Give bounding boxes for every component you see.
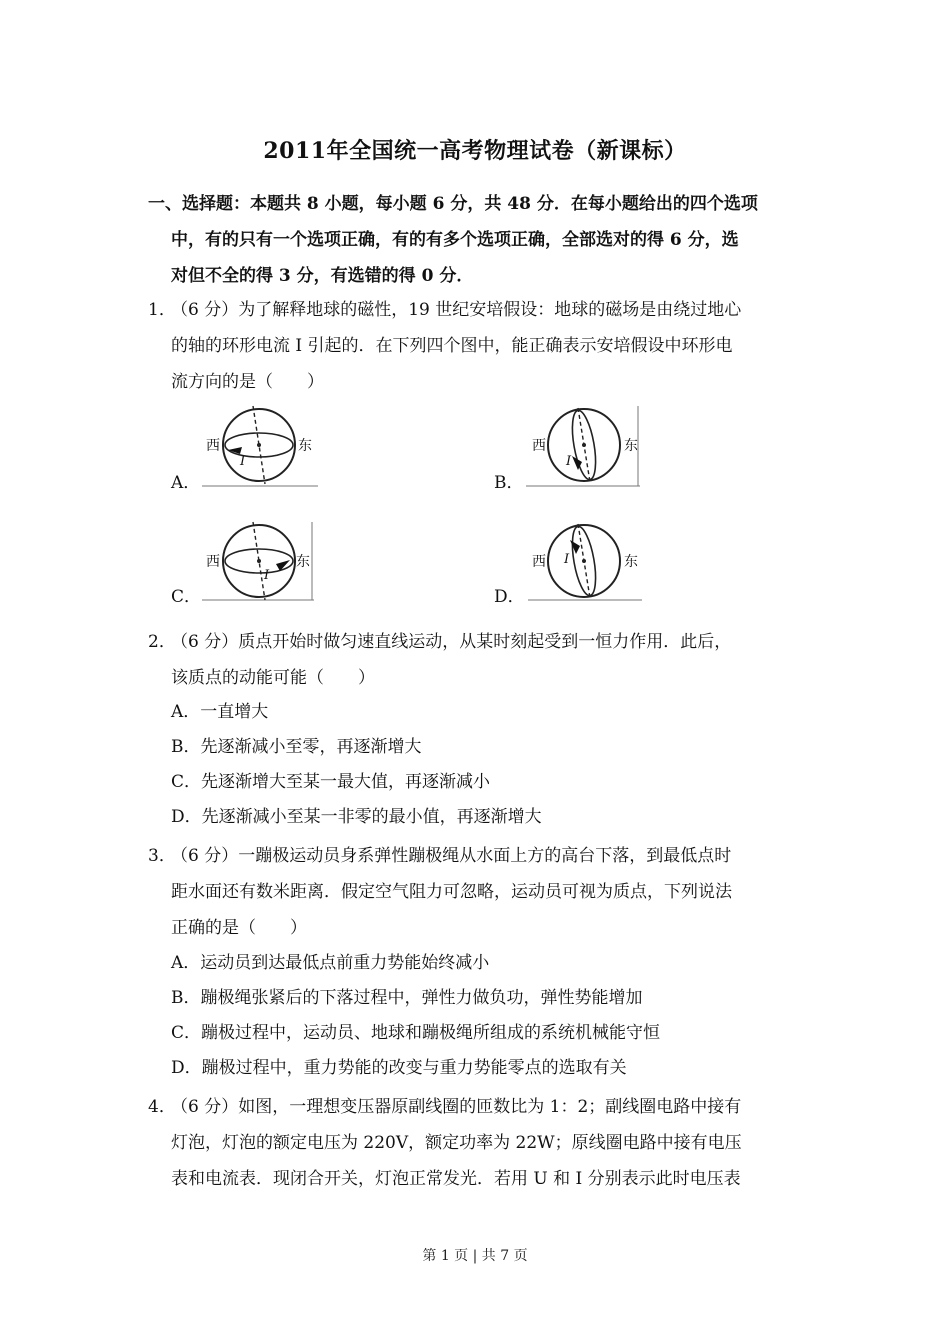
option-b: B．蹦极绳张紧后的下落过程中，弹性力做负功，弹性势能增加 — [171, 988, 643, 1008]
option-d: D．蹦极过程中，重力势能的改变与重力势能零点的选取有关 — [171, 1058, 627, 1078]
section-header — [148, 186, 818, 294]
current-label: I — [264, 568, 270, 583]
section-line: 一、选择题：本题共 8 小题，每小题 6 分，共 48 分．在每小题给出的四个选项 — [148, 194, 758, 214]
question-3 — [148, 838, 818, 946]
question-2 — [148, 624, 818, 696]
west-label: 西 — [532, 554, 546, 570]
current-label: I — [564, 552, 570, 567]
west-label: 西 — [206, 554, 220, 570]
west-label: 西 — [206, 438, 220, 454]
figure-d-label: D． — [494, 587, 525, 607]
option-a: A．运动员到达最低点前重力势能始终减小 — [171, 953, 490, 973]
question-line: 灯泡，灯泡的额定电压为 220V，额定功率为 22W；原线圈电路中接有电压 — [171, 1133, 742, 1153]
question-number: 1． — [148, 300, 176, 320]
east-label: 东 — [298, 438, 312, 454]
question-line: 正确的是（ ） — [171, 918, 307, 938]
option-b: B．先逐渐减小至零，再逐渐增大 — [171, 737, 422, 757]
current-label: I — [240, 454, 246, 469]
east-label: 东 — [624, 438, 638, 454]
question-line: 的轴的环形电流 I 引起的．在下列四个图中，能正确表示安培假设中环形电 — [171, 336, 733, 356]
question-line: 流方向的是（ ） — [171, 372, 324, 392]
option-c: C．先逐渐增大至某一最大值，再逐渐减小 — [171, 772, 491, 792]
current-label: I — [566, 454, 572, 469]
option-d: D．先逐渐减小至某一非零的最小值，再逐渐增大 — [171, 807, 542, 827]
question-line: （6 分）一蹦极运动员身系弹性蹦极绳从水面上方的高台下落，到最低点时 — [171, 846, 732, 866]
question-number: 2． — [148, 632, 176, 652]
east-label: 东 — [624, 554, 638, 570]
question-1 — [148, 292, 818, 400]
figure-a-label: A． — [171, 473, 201, 493]
option-c: C．蹦极过程中，运动员、地球和蹦极绳所组成的系统机械能守恒 — [171, 1023, 661, 1043]
question-line: （6 分）如图，一理想变压器原副线圈的匝数比为 1：2；副线圈电路中接有 — [171, 1097, 742, 1117]
figure-b-label: B． — [494, 473, 524, 493]
question-line: 该质点的动能可能（ ） — [171, 668, 375, 688]
east-label: 东 — [296, 554, 310, 570]
section-line: 中，有的只有一个选项正确，有的有多个选项正确，全部选对的得 6 分，选 — [171, 230, 739, 250]
page-title: 2011年全国统一高考物理试卷（新课标） — [263, 138, 687, 164]
figure-c-label: C． — [171, 587, 202, 607]
question-line: 距水面还有数米距离．假定空气阻力可忽略，运动员可视为质点，下列说法 — [171, 882, 732, 902]
question-number: 3． — [148, 846, 176, 866]
question-line: （6 分）为了解释地球的磁性，19 世纪安培假设：地球的磁场是由绕过地心 — [171, 300, 742, 320]
section-line: 对但不全的得 3 分，有选错的得 0 分． — [171, 266, 474, 286]
option-a: A．一直增大 — [171, 702, 269, 722]
question-number: 4． — [148, 1097, 176, 1117]
west-label: 西 — [532, 438, 546, 454]
page-footer: 第 1 页 | 共 7 页 — [422, 1248, 528, 1264]
question-line: （6 分）质点开始时做匀速直线运动，从某时刻起受到一恒力作用．此后， — [171, 632, 732, 652]
question-line: 表和电流表．现闭合开关，灯泡正常发光．若用 U 和 I 分别表示此时电压表 — [171, 1169, 741, 1189]
question-4 — [148, 1089, 818, 1197]
